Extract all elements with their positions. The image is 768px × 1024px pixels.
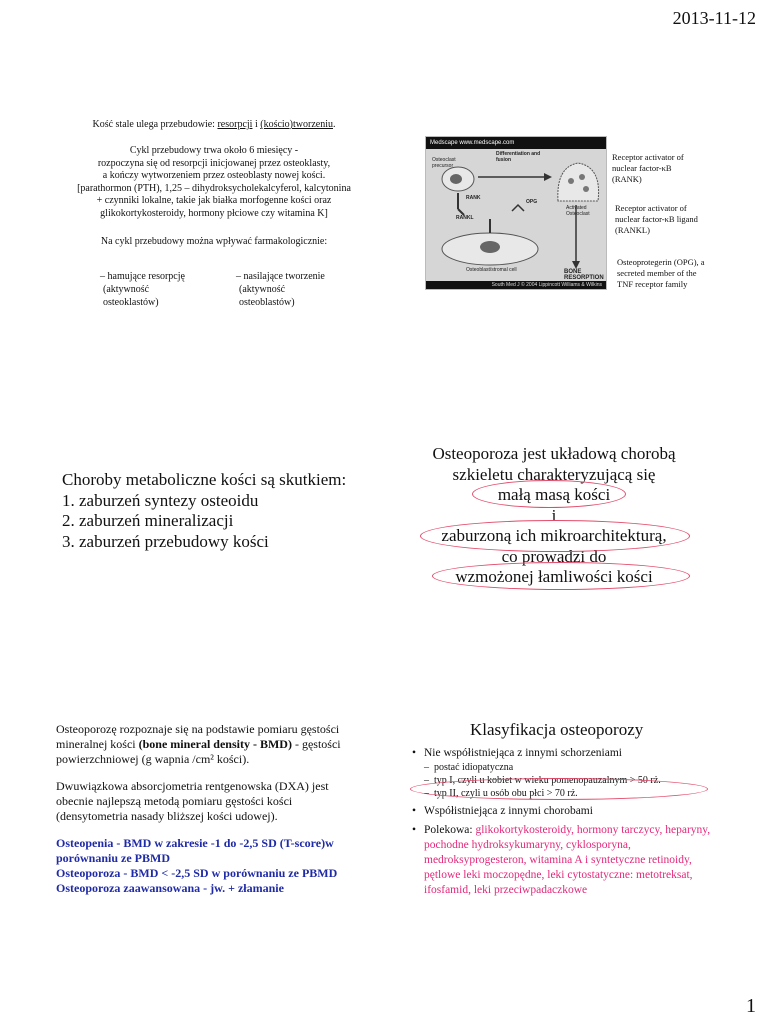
drug-list: glikokortykosteroidy, hormony tarczycy, heparyny, pochodne hydroksykumaryny, cyklosporyna, medroksyprogesteron, witamina A i syntetyczne retinoidy, pętlowe leki moczopędne, leki cytostatyczne: metotreksat, ifosfamid, leki przeciwpadaczkowe bbox=[424, 824, 711, 896]
highlight-oval-mass bbox=[472, 480, 626, 508]
osteopenia-criterion: Osteopenia - BMD w zakresie -1 do -2,5 SD (T-score)w porównaniu ze PBMD bbox=[56, 836, 334, 865]
dxa-paragraph: Dwuwiązkowa absorcjometria rentgenowska (DXA) jest obecnie najlepszą metodą pomiaru gęstości kości (densytometria nasady bliższej kości udowej). bbox=[56, 779, 329, 823]
sub-type-2: – typ II, czyli u osób obu płci > 70 rż. bbox=[412, 787, 712, 800]
osteoporosis-criterion: Osteoporoza - BMD < -2,5 SD w porównaniu ze PBMD bbox=[56, 866, 338, 880]
label-opg: OPG bbox=[526, 199, 538, 205]
note-rank: Receptor activator of nuclear factor-κB (RANK) bbox=[612, 152, 684, 184]
remodeling-intro: Kość stale ulega przebudowie: resorpcji i (kościo)tworzeniu. bbox=[92, 119, 336, 130]
label-bone-resorption: BONE RESORPTION bbox=[564, 269, 604, 281]
osteoporosis-definition-slide: Osteoporoza jest układową chorobą szkieletu charakteryzującą się małą masą kości i zaburzoną ich mikroarchitekturą, co prowadzi do wzmożonej łamliwości kości bbox=[432, 444, 676, 586]
precursor-nucleus bbox=[450, 174, 462, 184]
activated-osteoclast bbox=[558, 163, 599, 201]
label-stromal: Osteoblast/stromal cell bbox=[466, 267, 517, 273]
remodeling-cycle-paragraph: Cykl przebudowy trwa około 6 miesięcy - rozpoczyna się od resorpcji inicjowanej przez osteoklasty, a kończy wytworzeniem przez osteoblasty nowej kości. [parathormon (PTH), 1,25 – dihydroksycholekalcyferol, kalcytonina + czynniki lokalne, takie jak białka morfogenne kości oraz glikokortykosteroidy, hormony płciowe czy witamina K] bbox=[77, 145, 351, 219]
sub-idiopathic: – postać idiopatyczna bbox=[412, 761, 712, 774]
highlight-oval-type-1 bbox=[410, 778, 708, 800]
sub-type-1: – typ I, czyli u kobiet w wieku pomenopauzalnym > 50 rż. bbox=[412, 774, 712, 787]
note-rankl: Receptor activator of nuclear factor-κB ligand (RANKL) bbox=[615, 203, 698, 235]
classification-list bbox=[412, 746, 712, 898]
bmd-paragraph: Osteoporozę rozpoznaje się na podstawie pomiaru gęstości mineralnej kości (bone mineral density - BMD) - gęstości powierzchniowej (g wapnia /cm² kości). bbox=[56, 722, 341, 766]
bullet-drug-induced: • Polekowa: glikokortykosteroidy, hormony tarczycy, heparyny, pochodne hydroksykumaryny, cyklosporyna, medroksyprogesteron, witamina A i syntetyczne retinoidy, pętlowe leki moczopędne, leki cytostatyczne: metotreksat, ifosfamid, leki przeciwpadaczkowe bbox=[412, 823, 712, 898]
label-rank: RANK bbox=[466, 195, 481, 201]
inhibit-resorption-column: – hamujące resorpcję (aktywność osteoklastów) bbox=[100, 271, 185, 308]
pharmacology-note: Na cykl przebudowy można wpływać farmakologicznie: bbox=[100, 236, 328, 247]
label-precursor: Osteoclast precursor bbox=[432, 157, 456, 169]
figure-header: Medscape www.medscape.com bbox=[426, 137, 606, 149]
highlight-oval-fragility bbox=[432, 562, 690, 590]
bullet-secondary: • Współistniejąca z innymi chorobami bbox=[412, 804, 712, 819]
bullet-primary: • Nie współistniejąca z innymi schorzeniami bbox=[412, 746, 712, 761]
formation-link: (kościo)tworzeniu bbox=[260, 119, 333, 130]
label-differentiation: Differentiation and fusion bbox=[496, 151, 541, 163]
highlight-oval-microarchitecture bbox=[420, 520, 690, 552]
classification-title: Klasyfikacja osteoporozy bbox=[470, 720, 644, 739]
opg-molecule bbox=[512, 205, 524, 211]
enhance-formation-column: – nasilające tworzenie (aktywność osteoblastów) bbox=[236, 271, 325, 308]
resorption-link: resorpcji bbox=[217, 119, 253, 130]
label-rankl: RANKL bbox=[456, 215, 474, 221]
metabolic-diseases-slide: Choroby metaboliczne kości są skutkiem: 1. zaburzeń syntezy osteoidu 2. zaburzeń mineralizacji 3. zaburzeń przebudowy kości bbox=[62, 470, 347, 551]
label-activated: Activated Osteoclast bbox=[566, 205, 590, 217]
advanced-osteoporosis-criterion: Osteoporoza zaawansowana - jw. + złamanie bbox=[56, 881, 284, 895]
rank-rankl-opg-figure bbox=[425, 136, 607, 290]
page-number: 1 bbox=[746, 995, 756, 1017]
figure-footer: South Med J © 2004 Lippincott Williams & Wilkins bbox=[426, 281, 606, 289]
date-stamp: 2013-11-12 bbox=[672, 8, 756, 28]
diagnosis-slide bbox=[56, 722, 356, 896]
note-opg: Osteoprotegerin (OPG), a secreted member of the TNF receptor family bbox=[617, 257, 705, 289]
